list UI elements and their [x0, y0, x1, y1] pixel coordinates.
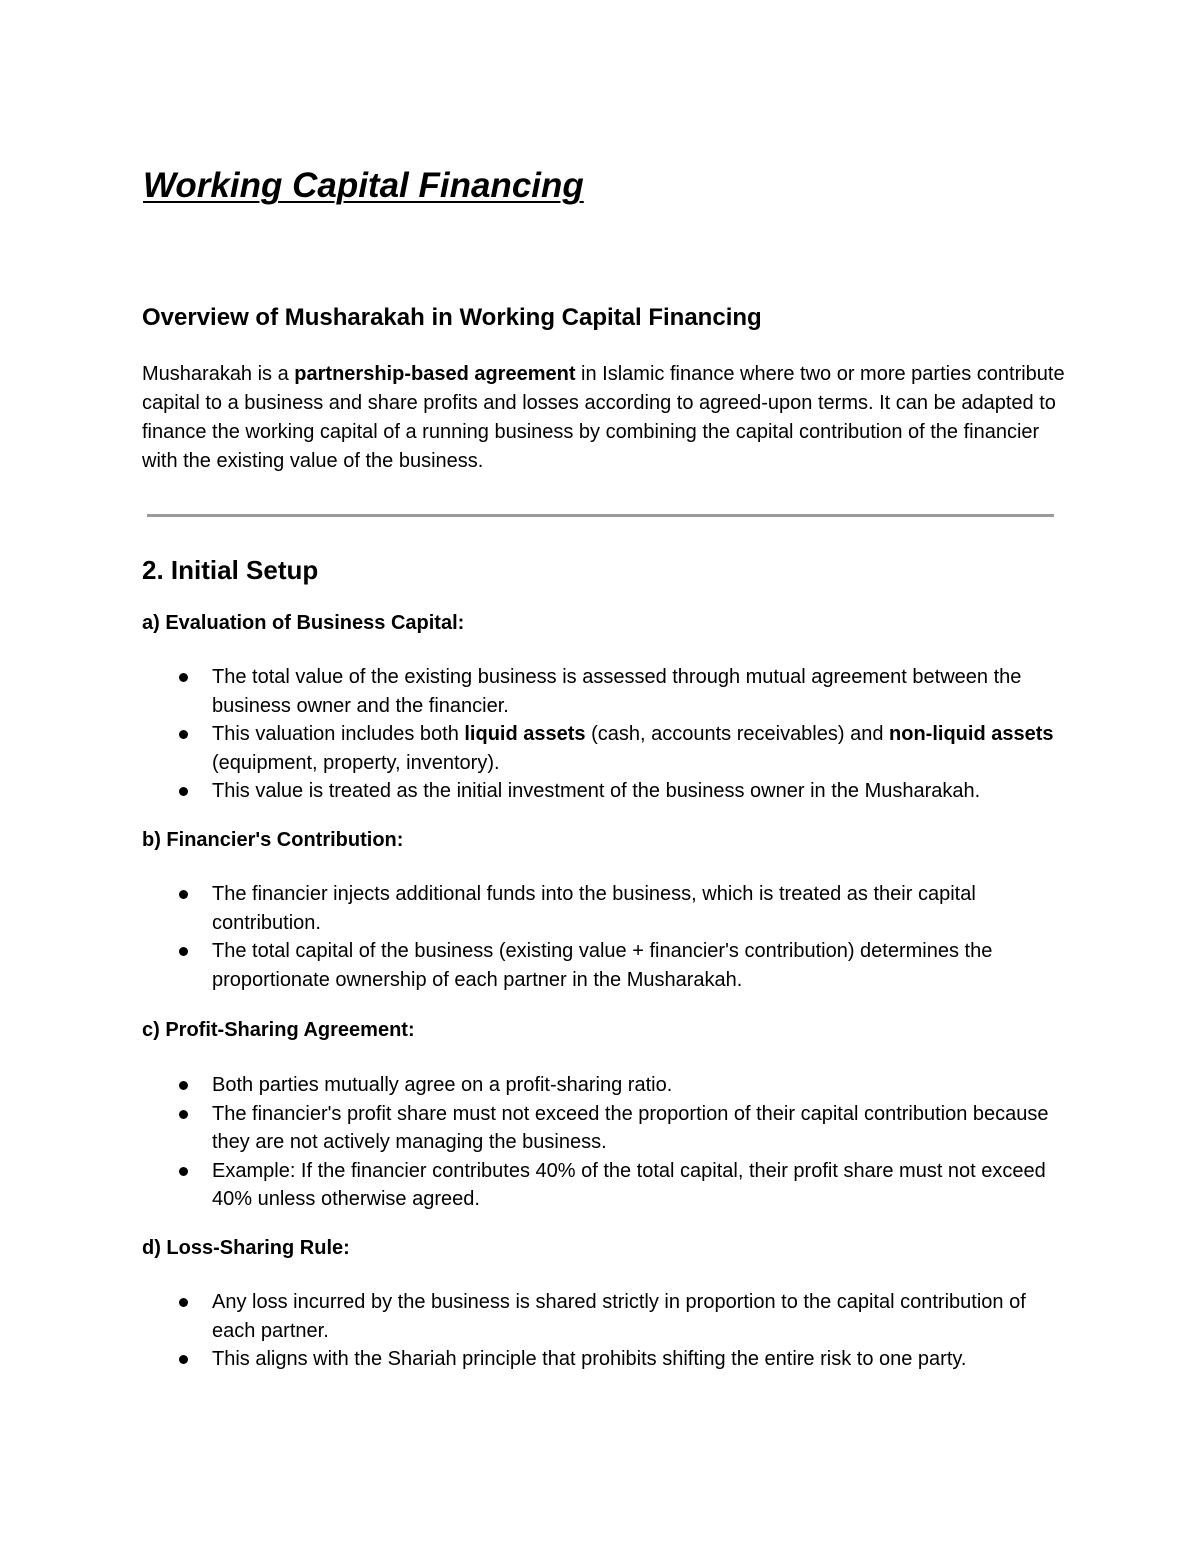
bullet-list-financier: [212, 880, 1072, 994]
text-run: in Islamic finance where two or more parties contribute capital to a business and share profits and losses according to agreed-upon terms. It can be adapted to finance the working capital of a running business by combining the capital contribution of the financier with the existing value of the business.: [142, 363, 1065, 472]
text-run: The total value of the existing business is assessed through mutual agreement between the business owner and the financier.: [212, 666, 1022, 717]
text-run: Musharakah is a: [142, 363, 295, 385]
subheading-loss-sharing-rule: d) Loss-Sharing Rule:: [142, 1237, 350, 1259]
subheading-financiers-contribution: b) Financier's Contribution:: [142, 829, 404, 851]
section-heading-initial-setup: 2. Initial Setup: [142, 555, 319, 585]
bold-text: non-liquid assets: [889, 723, 1054, 745]
bullet-icon: [179, 1110, 188, 1119]
bullet-icon: [179, 947, 188, 956]
text-run: This value is treated as the initial investment of the business owner in the Musharakah.: [212, 780, 981, 802]
subheading-profit-sharing-agreement: c) Profit-Sharing Agreement:: [142, 1019, 415, 1041]
overview-paragraph: [142, 360, 1072, 476]
text-run: The financier injects additional funds into the business, which is treated as their capital contribution.: [212, 883, 976, 934]
text-run: Any loss incurred by the business is shared strictly in proportion to the capital contribution of each partner.: [212, 1291, 1026, 1342]
bullet-list-evaluation: [212, 663, 1072, 806]
subheading-evaluation-of-business-capital: a) Evaluation of Business Capital:: [142, 612, 465, 634]
bullet-icon: [179, 1355, 188, 1364]
bullet-icon: [179, 1298, 188, 1307]
list-item: [212, 663, 1072, 720]
bold-text: liquid assets: [464, 723, 586, 745]
bullet-icon: [179, 1081, 188, 1090]
bullet-list-profit-sharing: [212, 1071, 1072, 1214]
bullet-icon: [179, 787, 188, 796]
list-item: [212, 937, 1072, 994]
text-run: Both parties mutually agree on a profit-sharing ratio.: [212, 1074, 673, 1096]
list-item: [212, 1288, 1072, 1345]
overview-heading: Overview of Musharakah in Working Capital Financing: [142, 304, 762, 331]
list-item: [212, 1345, 1072, 1374]
text-run: (equipment, property, inventory).: [212, 751, 500, 774]
bold-text: partnership-based agreement: [294, 363, 576, 385]
text-run: Example: If the financier contributes 40% of the total capital, their profit share must not exceed 40% unless otherwise agreed.: [212, 1159, 1046, 1210]
text-run: The total capital of the business (existing value + financier's contribution) determines the proportionate ownership of each partner in the Musharakah.: [212, 940, 993, 991]
list-item: [212, 880, 1072, 937]
list-item: [212, 777, 1072, 806]
bullet-icon: [179, 730, 188, 739]
list-item: [212, 1157, 1072, 1214]
horizontal-divider: [147, 514, 1054, 517]
bullet-icon: [179, 673, 188, 682]
bullet-list-loss-sharing: [212, 1288, 1072, 1374]
bullet-icon: [179, 1167, 188, 1176]
document-title: Working Capital Financing: [143, 166, 584, 205]
text-run: The financier's profit share must not exceed the proportion of their capital contribution because they are not actively managing the business.: [212, 1102, 1049, 1153]
list-item: [212, 1100, 1072, 1157]
list-item: [212, 1071, 1072, 1100]
text-run: (cash, accounts receivables) and: [585, 723, 890, 745]
text-run: This aligns with the Shariah principle that prohibits shifting the entire risk to one party.: [212, 1348, 967, 1370]
bullet-icon: [179, 890, 188, 899]
list-item: [212, 720, 1072, 777]
text-run: This valuation includes both: [212, 723, 465, 745]
